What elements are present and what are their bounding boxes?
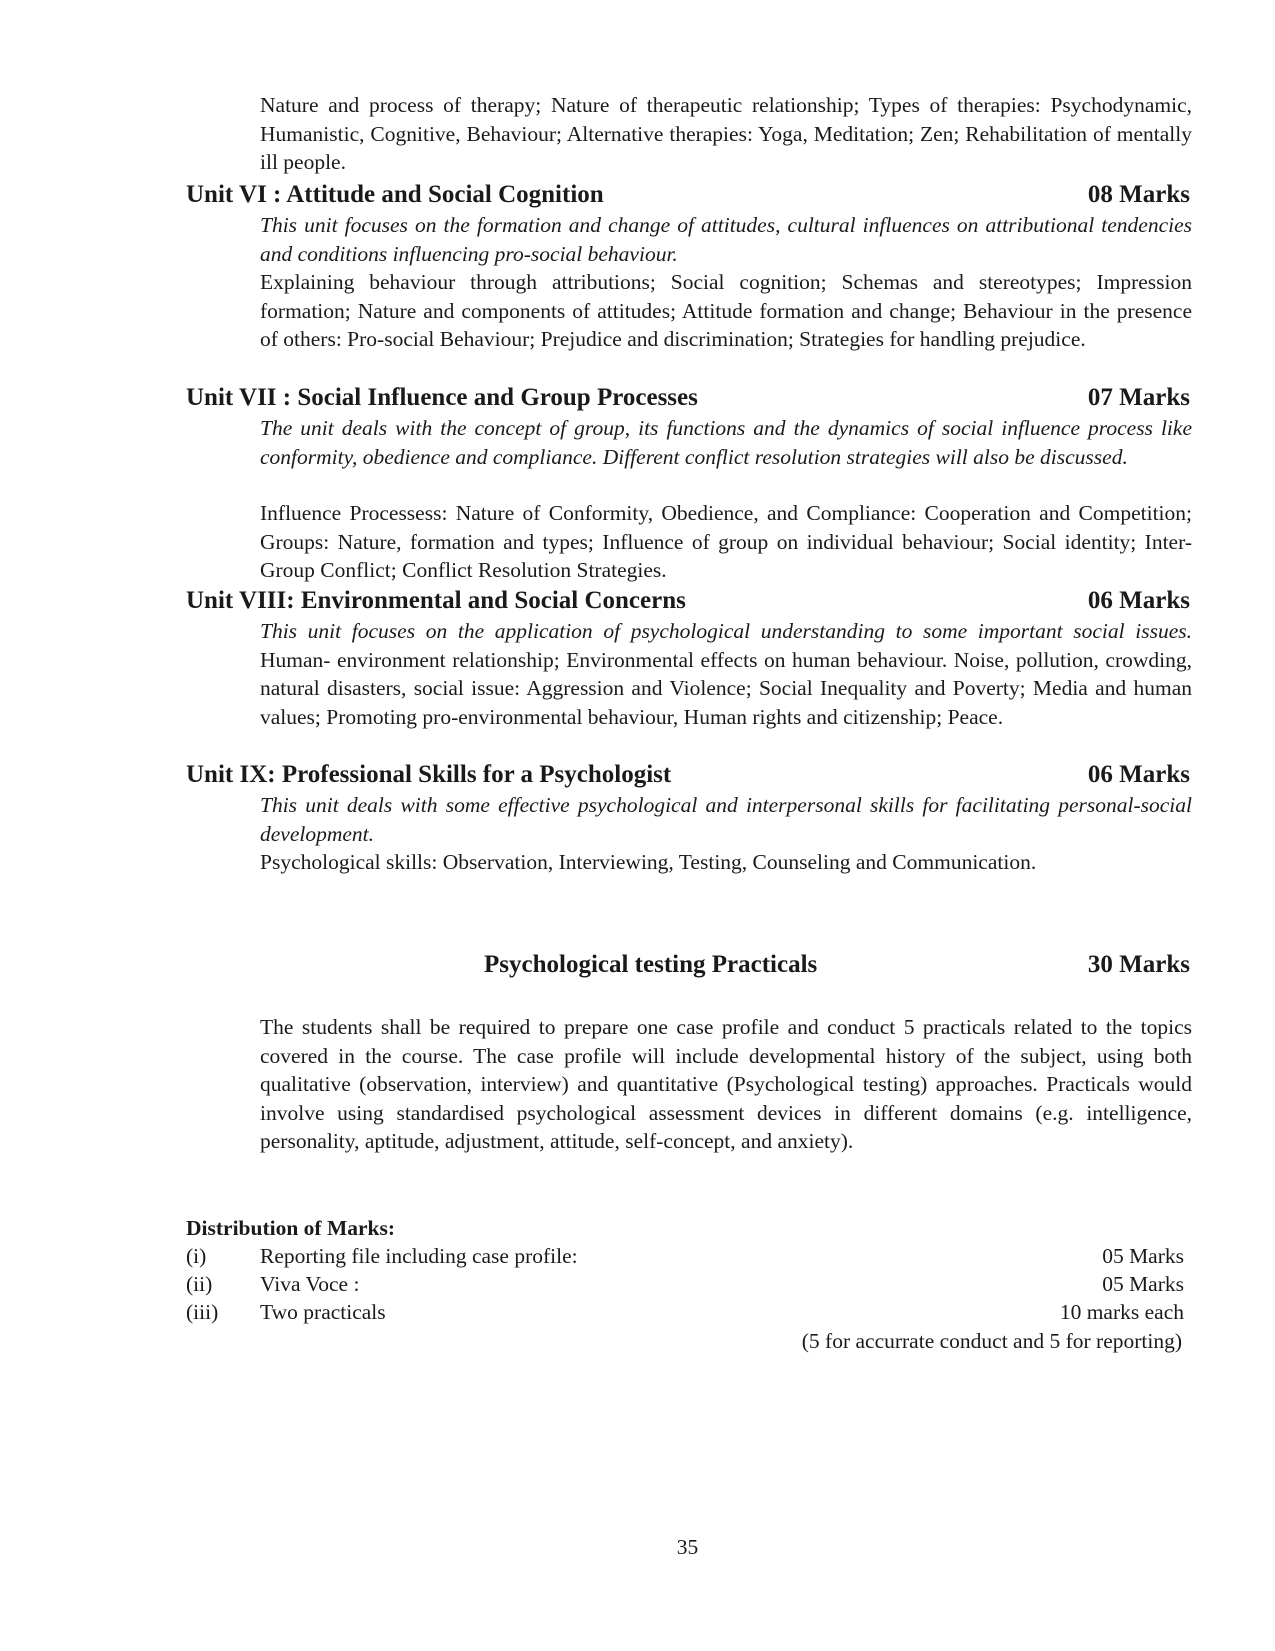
unit-vii-title: Unit VII : Social Influence and Group Processes — [186, 384, 698, 411]
distribution-note: (5 for accurrate conduct and 5 for reporting) — [801, 1329, 1182, 1353]
distribution-row-label: Reporting file including case profile: — [260, 1244, 578, 1268]
unit-ix-content: Psychological skills: Observation, Interviewing, Testing, Counseling and Communication. — [260, 850, 1037, 874]
unit-ix-marks: 06 Marks — [1087, 761, 1190, 788]
distribution-row — [186, 1270, 1184, 1298]
distribution-row-value: 05 Marks — [1102, 1272, 1184, 1296]
unit-viii-objective: This unit focuses on the application of psychological understanding to some important social issues. — [260, 619, 1192, 643]
distribution-row-label: Two practicals — [260, 1300, 386, 1324]
unit-vii-content: Influence Processess: Nature of Conformity, Obedience, and Compliance: Cooperation and Competition; Groups: Nature, formation and types; Influence of group on individual behaviour; Social identity; Inter-Group Conflict; Conflict Resolution Strategies. — [260, 501, 1192, 582]
unit-vii-heading — [186, 383, 1190, 413]
unit-ix-heading — [186, 760, 1190, 790]
distribution-row-number: (i) — [186, 1244, 207, 1268]
practicals-title: Psychological testing Practicals — [484, 951, 818, 978]
practicals-heading — [186, 950, 1190, 982]
distribution-title: Distribution of Marks: — [186, 1216, 396, 1240]
distribution-row-number: (iii) — [186, 1300, 219, 1324]
distribution-row-label: Viva Voce : — [260, 1272, 360, 1296]
distribution-row-value: 05 Marks — [1102, 1244, 1184, 1268]
distribution-row-value: 10 marks each — [1059, 1300, 1184, 1324]
unit-vi-content: Explaining behaviour through attributions; Social cognition; Schemas and stereotypes; Impression formation; Nature and components of attitudes; Attitude formation and change; Behaviour in the presence of others: Pro-social Behaviour; Prejudice and discrimination; Strategies for handling prejudice. — [260, 270, 1192, 351]
unit-viii-marks: 06 Marks — [1087, 587, 1190, 614]
unit-viii-content: Human- environment relationship; Environmental effects on human behaviour. Noise, pollution, crowding, natural disasters, social issue: Aggression and Violence; Social Inequality and Poverty; Media and human values; Promoting pro-environmental behaviour, Human rights and citizenship; Peace. — [260, 647, 1192, 729]
unit-viii-title: Unit VIII: Environmental and Social Concerns — [186, 587, 686, 614]
unit-vi-title: Unit VI : Attitude and Social Cognition — [186, 181, 604, 208]
page-number: 35 — [676, 1535, 699, 1559]
unit-vi-objective: This unit focuses on the formation and change of attitudes, cultural influences on attributional tendencies and conditions influencing pro-social behaviour. — [260, 213, 1192, 266]
practicals-marks: 30 Marks — [1087, 951, 1190, 978]
intro-paragraph: Nature and process of therapy; Nature of therapeutic relationship; Types of therapies: Psychodynamic, Humanistic, Cognitive, Behaviour; Alternative therapies: Yoga, Meditation; Zen; Rehabilitation of mentally ill people. — [260, 93, 1192, 174]
unit-viii-heading — [186, 586, 1190, 616]
distribution-row — [186, 1298, 1184, 1326]
unit-vii-objective: The unit deals with the concept of group, its functions and the dynamics of social influence process like conformity, obedience and compliance. Different conflict resolution strategies will also be discussed. — [260, 416, 1192, 469]
unit-vii-marks: 07 Marks — [1087, 384, 1190, 411]
distribution-row — [186, 1242, 1184, 1270]
unit-ix-objective: This unit deals with some effective psychological and interpersonal skills for facilitating personal-social development. — [260, 793, 1192, 846]
practicals-description: The students shall be required to prepare one case profile and conduct 5 practicals related to the topics covered in the course. The case profile will include developmental history of the subject, using both qualitative (observation, interview) and quantitative (Psychological testing) approaches. Practicals would involve using standardised psychological assessment devices in different domains (e.g. intelligence, personality, aptitude, adjustment, attitude, self-concept, and anxiety). — [260, 1015, 1192, 1153]
unit-ix-title: Unit IX: Professional Skills for a Psychologist — [186, 761, 672, 788]
unit-vi-heading — [186, 180, 1190, 210]
unit-vi-marks: 08 Marks — [1087, 181, 1190, 208]
distribution-row-number: (ii) — [186, 1272, 213, 1296]
unit-viii-body — [260, 617, 1192, 731]
